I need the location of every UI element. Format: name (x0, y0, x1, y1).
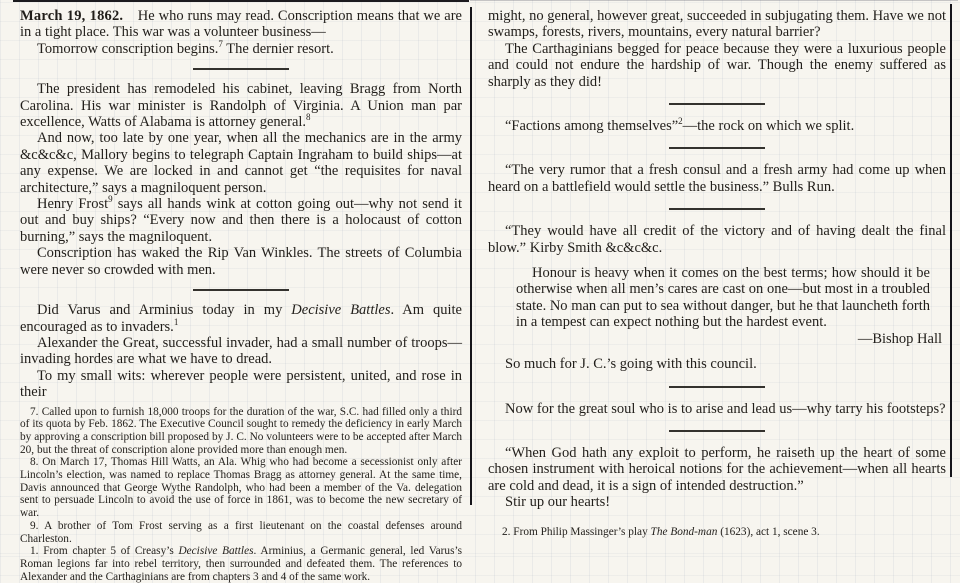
footnote-marker: 7 (218, 38, 223, 49)
text-run: “Factions among themselves” (505, 118, 679, 135)
footnote (20, 406, 462, 457)
paragraph (20, 8, 462, 41)
footnote-marker: 8 (306, 112, 311, 123)
footnote-marker: 2 (678, 116, 683, 127)
paragraph (20, 335, 462, 368)
section-divider-rule (669, 430, 765, 432)
top-edge-scan-line (13, 0, 469, 2)
text-run: The dernier resort. (222, 40, 334, 57)
text-run: Decisive Battles (291, 302, 391, 319)
text-run: Alexander the Great, successful invader, had a small number of troops—invading hordes are what we have to dread. (20, 334, 462, 368)
text-run: 8. On March 17, Thomas Hill Watts, an Ala. Whig who had become a secessionist only after Lincoln’s election, was named to replace Thomas Bragg as attorney general. At the same time, Davis announced that George Wythe Randolph, who had been a member of the Va. delegation sent to persuade Lincoln to avoid the use of force in 1861, was to become the new secretary of war. (20, 456, 462, 520)
section-divider-rule (669, 208, 765, 210)
text-run: Honour is heavy when it comes on the best terms; how should it be otherwise when all men’s cares are cast on one—but most in a troubled state. No man can put to sea without danger, but he that launcheth forth in a tempest can expect nothing but the hardest event. (516, 265, 930, 331)
text-run: The Carthaginians begged for peace because they were a luxurious people and could not endure the hardship of war. Though the enemy suffered as sharply as they did! (488, 40, 946, 90)
paragraph (488, 445, 946, 494)
paragraph (20, 81, 462, 130)
footnote-marker: 1 (173, 316, 179, 327)
text-run: “When God hath any exploit to perform, he raiseth up the heart of some chosen instrument with heroical notions for the achievement—when all hearts are cold and dead, it is a sign of intended destruction.” (488, 444, 946, 494)
paragraph (488, 494, 946, 510)
attribution (488, 331, 942, 347)
text-run: —the rock on which we split. (682, 118, 855, 135)
footnote (20, 520, 462, 545)
text-run: Conscription has waked the Rip Van Winkles. The streets of Columbia were never so crowded with men. (20, 245, 462, 278)
paragraph (20, 38, 462, 57)
block-quote (516, 265, 930, 331)
footnote (20, 456, 462, 520)
paragraph (488, 162, 946, 195)
text-run: The Bond-man (650, 525, 718, 538)
text-run: Tomorrow conscription begins. (37, 40, 219, 57)
text-run: The president has remodeled his cabinet, leaving Bragg from North Carolina. His war minister is Randolph of Virginia. A Union man par excellence, Watts of Alabama is attorney general. (20, 81, 462, 131)
text-run: 9. A brother of Tom Frost serving as a first lieutenant on the coastal defenses around Charleston. (20, 519, 462, 545)
section-divider-rule (669, 147, 765, 149)
entry-date: March 19, 1862. (20, 8, 124, 24)
text-run: 7. Called upon to furnish 18,000 troops for the duration of the war, S.C. had filled only a third of its quota by Feb. 1862. The Executive Council sought to remedy the deficiency in early March by approving a conscription bill proposed by J. C. No volunteers were to be accepted after March 20, but the threat of conscription alone provided more than enough men. (20, 405, 462, 456)
paragraph (488, 118, 946, 134)
text-run: 1. From chapter 5 of Creasy’s (30, 545, 179, 558)
text-run: might, no general, however great, succeeded in subjugating them. Have we not swamps, forests, rivers, mountains, every natural barrier? (488, 8, 946, 41)
section-divider-rule (669, 386, 765, 388)
footnote-marker: 9 (108, 194, 113, 205)
text-run: Henry Frost (37, 196, 109, 213)
text-run: “The very rumor that a fresh consul and a fresh army had come up when heard on a battlefield would settle the business.” Bulls Run. (488, 162, 946, 195)
text-run: says all hands wink at cotton going out—why not send it out and buy ships? “Every now and then there is a holocaust of cotton burning,” says the magniloquent. (20, 196, 462, 245)
paragraph (488, 401, 946, 417)
section-divider-rule (193, 68, 289, 70)
paragraph (488, 356, 946, 372)
text-run: Now for the great soul who is to arise and lead us—why tarry his footsteps? (505, 400, 946, 417)
paragraph (488, 223, 946, 256)
text-run: To my small wits: wherever people were persistent, united, and rose in their (20, 367, 462, 401)
left-page (0, 0, 470, 583)
text-run: Stir up our hearts! (505, 494, 611, 511)
text-run: Did Varus and Arminius today in my (37, 302, 292, 319)
section-divider-rule (669, 103, 765, 105)
text-run: He who runs may read. Conscription means that we are in a tight place. This war was a volunteer business— (20, 8, 462, 41)
text-run: 2. From Philip Massinger’s play (502, 525, 651, 538)
page-divider-line (470, 7, 472, 505)
footnote (20, 545, 462, 583)
footnote (488, 526, 946, 539)
top-edge-scan-line-faint (470, 0, 958, 1)
paragraph (20, 130, 462, 196)
text-run: (1623), act 1, scene 3. (717, 525, 820, 538)
section-divider-rule (193, 289, 289, 291)
text-run: . Arminius, a Germanic general, led Varus’s Roman legions far into rebel territory, then surrounded and defeated them. The references to Alexander and the Carthaginians are from chapters 3 and 4 of the same work. (20, 545, 463, 583)
paragraph (20, 302, 462, 335)
paragraph (20, 245, 462, 278)
footnotes-section (488, 526, 946, 539)
text-run: —Bishop Hall (857, 330, 942, 347)
text-run: . Am quite encouraged as to invaders. (20, 302, 462, 335)
paragraph (488, 41, 946, 90)
text-run: So much for J. C.’s going with this council. (505, 356, 757, 373)
paragraph (488, 8, 946, 41)
paragraph (20, 368, 462, 401)
text-run: “They would have all credit of the victory and of having dealt the final blow.” Kirby Smith &c&c&c. (488, 223, 946, 256)
text-run: And now, too late by one year, when all the mechanics are in the army &c&c&c, Mallory begins to telegraph Captain Ingraham to build ships—at any expense. We are locked in and cannot get “the requisites for naval architecture,” says a magniloquent person. (20, 130, 462, 196)
paragraph (20, 196, 462, 245)
text-run: Decisive Battles (178, 545, 254, 558)
right-page (480, 0, 960, 538)
footnotes-section (20, 406, 462, 583)
right-edge-scan-line (950, 4, 952, 477)
